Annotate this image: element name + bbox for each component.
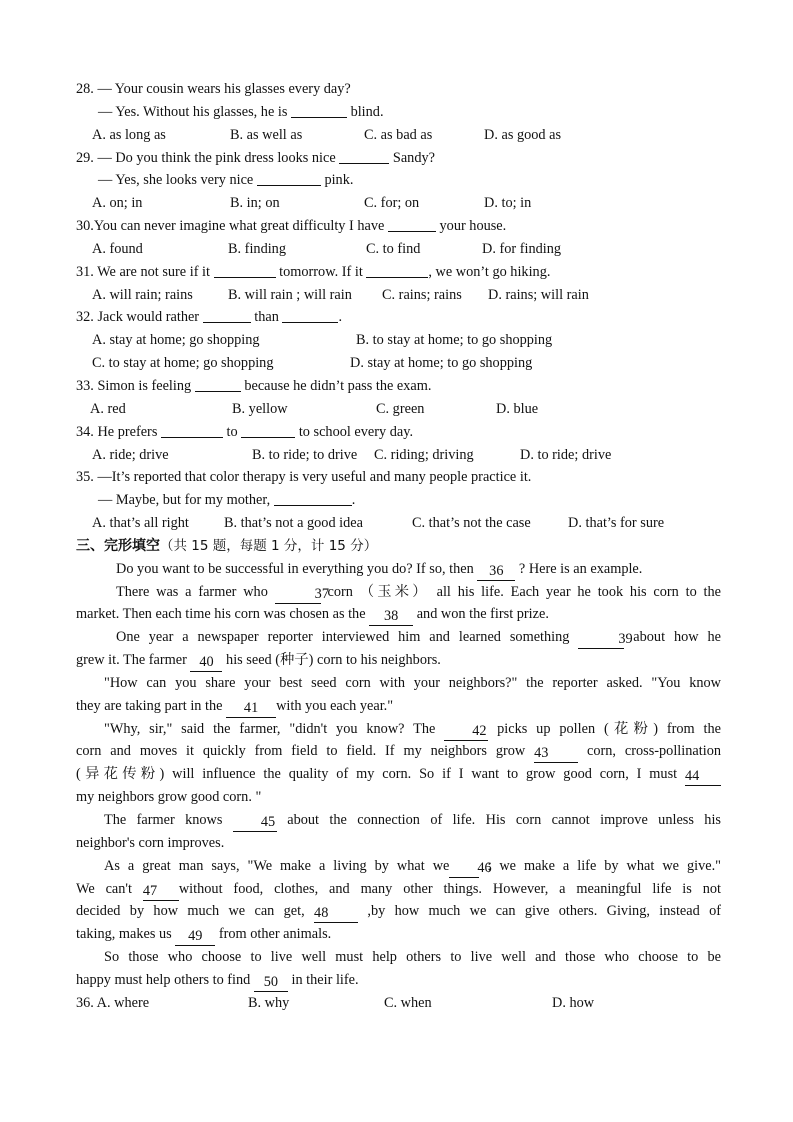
passage-text: about how he xyxy=(633,629,722,646)
passage-text: corn and moves it quickly from field to field. If my neighbors grow xyxy=(76,743,526,760)
passage-text: "Why, sir," said the farmer, "didn't you know? The xyxy=(104,720,436,737)
question-28-options xyxy=(76,124,721,147)
option-a: A. as long as xyxy=(92,126,166,143)
answer-blank xyxy=(203,307,251,323)
question-text: , we won’t go hiking. xyxy=(428,263,551,280)
question-34-options xyxy=(76,444,721,467)
answer-blank xyxy=(291,102,347,118)
passage-text: "How can you share your best seed corn with your neighbors?" the reporter asked. "You know xyxy=(104,674,721,691)
option-d: D. blue xyxy=(496,400,539,417)
question-31-options xyxy=(76,284,721,307)
option-c: C. riding; driving xyxy=(374,446,474,463)
question-28-reply xyxy=(76,101,721,124)
option-d: D. rains; will rain xyxy=(488,286,589,303)
blank-48: 48 xyxy=(314,905,358,923)
question-text: tomorrow. If it xyxy=(279,263,363,280)
passage-text: my neighbors grow good corn. " xyxy=(76,789,262,806)
passage-text: neighbor's corn improves. xyxy=(76,834,225,851)
option-c: C. as bad as xyxy=(364,126,433,143)
question-30-stem xyxy=(76,215,721,238)
answer-blank xyxy=(161,422,223,438)
option-d: D. as good as xyxy=(484,126,562,143)
option-a: A. will rain; rains xyxy=(92,286,193,303)
question-text: 30.You can never imagine what great difficulty I have xyxy=(76,218,385,235)
section-title: 三、完形填空 xyxy=(76,537,160,554)
answer-blank xyxy=(195,376,241,392)
passage-text: ,by how much we can give others. Giving, instead of xyxy=(367,903,721,920)
answer-blank xyxy=(366,262,428,278)
question-33-stem xyxy=(76,375,721,398)
passage-text: ; we make a life by what we give." xyxy=(487,857,721,874)
passage-line xyxy=(76,923,721,946)
option-b: B. finding xyxy=(228,240,286,257)
passage-text: about the connection of life. His corn cannot improve unless his xyxy=(287,812,721,828)
question-text: 29. — Do you think the pink dress looks nice xyxy=(76,149,336,166)
blank-38: 38 xyxy=(369,608,413,626)
option-a: A. stay at home; go shopping xyxy=(92,332,260,349)
passage-line xyxy=(76,672,721,695)
blank-45: 45 xyxy=(233,814,277,832)
question-text: 32. Jack would rather xyxy=(76,309,200,326)
passage-text: One year a newspaper reporter interviewed him and learned something xyxy=(116,629,570,646)
passage-text: So those who choose to live well must help others to live well and those who choose to be xyxy=(104,949,721,966)
exam-page xyxy=(76,78,721,1015)
question-text: . xyxy=(338,309,343,326)
passage-text: We can't xyxy=(76,880,132,897)
answer-blank xyxy=(339,148,389,164)
question-34-stem xyxy=(76,421,721,444)
passage-line xyxy=(76,603,721,626)
option-c: C. green xyxy=(376,400,425,417)
passage-text: happy must help others to find xyxy=(76,971,251,988)
answer-blank xyxy=(388,216,436,232)
option-b: B. in; on xyxy=(230,195,280,212)
question-35-options xyxy=(76,512,721,535)
passage-line xyxy=(76,558,721,581)
reply-text: — Yes. Without his glasses, he is xyxy=(98,103,288,120)
passage-line xyxy=(76,832,721,855)
option-c: C. rains; rains xyxy=(382,286,462,303)
option-c: C. to find xyxy=(366,240,421,257)
passage-text: taking, makes us xyxy=(76,926,172,943)
passage-line xyxy=(76,763,721,786)
reply-text: blind. xyxy=(350,103,384,120)
question-text: 34. He prefers xyxy=(76,423,158,440)
question-text: 33. Simon is feeling xyxy=(76,377,192,394)
passage-text: his seed (种子) corn to his neighbors. xyxy=(226,652,441,669)
passage-text: without food, clothes, and many other things. However, a meaningful life is not xyxy=(178,880,721,897)
option-c: C. that’s not the case xyxy=(412,515,531,532)
reply-text: — Maybe, but for my mother, xyxy=(98,492,271,509)
passage-text: decided by how much we can get, xyxy=(76,903,305,920)
question-text: 28. — Your cousin wears his glasses every day? xyxy=(76,81,351,97)
option-a: A. that’s all right xyxy=(92,515,189,532)
passage-text: from other animals. xyxy=(218,926,332,943)
blank-39: 39 xyxy=(578,631,624,649)
question-29-options xyxy=(76,192,721,215)
option-b: B. as well as xyxy=(230,126,303,143)
option-b: B. will rain ; will rain xyxy=(228,286,352,303)
blank-36: 36 xyxy=(477,563,515,581)
blank-46: 46 xyxy=(449,860,479,878)
passage-line xyxy=(76,855,721,878)
question-32-options-row2 xyxy=(76,352,721,375)
question-text: to xyxy=(226,423,238,440)
question-text: because he didn’t pass the exam. xyxy=(244,377,432,394)
option-d: D. to; in xyxy=(484,195,532,212)
passage-text: with you each year." xyxy=(276,697,394,714)
passage-text: ? Here is an example. xyxy=(518,560,643,577)
answer-blank xyxy=(282,307,338,323)
option-a: A. red xyxy=(90,400,126,417)
question-text: your house. xyxy=(439,218,507,235)
passage-line xyxy=(76,878,721,901)
blank-37: 37 xyxy=(275,586,321,604)
option-c: C. for; on xyxy=(364,195,420,212)
passage-line xyxy=(76,946,721,969)
option-d: D. for finding xyxy=(482,240,562,257)
question-text: to school every day. xyxy=(298,423,414,440)
blank-44: 44 xyxy=(685,768,721,786)
passage-text: corn, cross-pollination xyxy=(587,743,721,760)
option-c: C. when xyxy=(384,994,432,1011)
passage-text: As a great man says, "We make a living by what we xyxy=(104,857,450,874)
question-35-stem xyxy=(76,466,721,489)
blank-40: 40 xyxy=(190,654,222,672)
option-a: 36. A. where xyxy=(76,994,150,1011)
passage-line xyxy=(76,626,721,649)
option-a: A. found xyxy=(92,240,143,257)
passage-text: picks up pollen (花粉) from the xyxy=(497,720,721,737)
reply-text: . xyxy=(351,492,356,509)
blank-47: 47 xyxy=(143,883,179,901)
option-b: B. that’s not a good idea xyxy=(224,515,363,532)
question-text: than xyxy=(254,309,279,326)
answer-blank xyxy=(241,422,295,438)
question-29-stem xyxy=(76,147,721,170)
passage-line xyxy=(76,695,721,718)
answer-blank xyxy=(214,262,276,278)
passage-text: There was a farmer who xyxy=(116,583,268,600)
question-text: Sandy? xyxy=(392,149,435,166)
question-32-stem xyxy=(76,306,721,329)
option-b: B. why xyxy=(248,994,290,1011)
passage-line xyxy=(76,718,721,741)
option-d: D. how xyxy=(552,994,595,1011)
passage-line xyxy=(76,809,721,832)
passage-line xyxy=(76,786,721,809)
blank-41: 41 xyxy=(226,700,276,718)
option-c: C. to stay at home; go shopping xyxy=(92,355,274,372)
question-35-reply xyxy=(76,489,721,512)
blank-43: 43 xyxy=(534,745,578,763)
passage-text: corn （玉米） all his life. Each year he took his corn to the xyxy=(327,583,722,600)
passage-line xyxy=(76,581,721,604)
question-28-stem xyxy=(76,78,721,101)
passage-text: (异花传粉) will influence the quality of my corn. So if I want to grow good corn, I must xyxy=(76,766,678,783)
blank-50: 50 xyxy=(254,974,288,992)
passage-text: The farmer knows xyxy=(104,812,223,828)
question-32-options-row1 xyxy=(76,329,721,352)
question-30-options xyxy=(76,238,721,261)
section-heading xyxy=(76,535,721,558)
answer-blank xyxy=(274,490,352,506)
option-b: B. to stay at home; to go shopping xyxy=(356,332,553,349)
question-29-reply xyxy=(76,169,721,192)
passage-line xyxy=(76,649,721,672)
option-b: B. to ride; to drive xyxy=(252,446,358,463)
passage-line xyxy=(76,900,721,923)
option-d: D. stay at home; to go shopping xyxy=(350,355,533,372)
passage-line xyxy=(76,740,721,763)
question-36-options xyxy=(76,992,721,1015)
question-text: 31. We are not sure if it xyxy=(76,263,210,280)
question-text: 35. —It’s reported that color therapy is very useful and many people practice it. xyxy=(76,469,532,486)
answer-blank xyxy=(257,170,321,186)
option-a: A. on; in xyxy=(92,195,143,212)
blank-49: 49 xyxy=(175,928,215,946)
passage-text: and won the first prize. xyxy=(416,606,549,623)
passage-line xyxy=(76,969,721,992)
reply-text: — Yes, she looks very nice xyxy=(98,172,254,189)
option-d: D. that’s for sure xyxy=(568,515,665,532)
passage-text: they are taking part in the xyxy=(76,697,223,714)
blank-42: 42 xyxy=(444,723,488,741)
question-33-options xyxy=(76,398,721,421)
option-d: D. to ride; drive xyxy=(520,446,612,463)
section-note: （共 15 题，每题 1 分，计 15 分） xyxy=(160,537,378,554)
option-b: B. yellow xyxy=(232,400,288,417)
option-a: A. ride; drive xyxy=(92,446,169,463)
reply-text: pink. xyxy=(324,172,354,189)
question-31-stem xyxy=(76,261,721,284)
passage-text: Do you want to be successful in everything you do? If so, then xyxy=(116,560,474,577)
passage-text: in their life. xyxy=(291,971,359,988)
passage-text: grew it. The farmer xyxy=(76,652,187,669)
passage-text: market. Then each time his corn was chosen as the xyxy=(76,606,366,623)
